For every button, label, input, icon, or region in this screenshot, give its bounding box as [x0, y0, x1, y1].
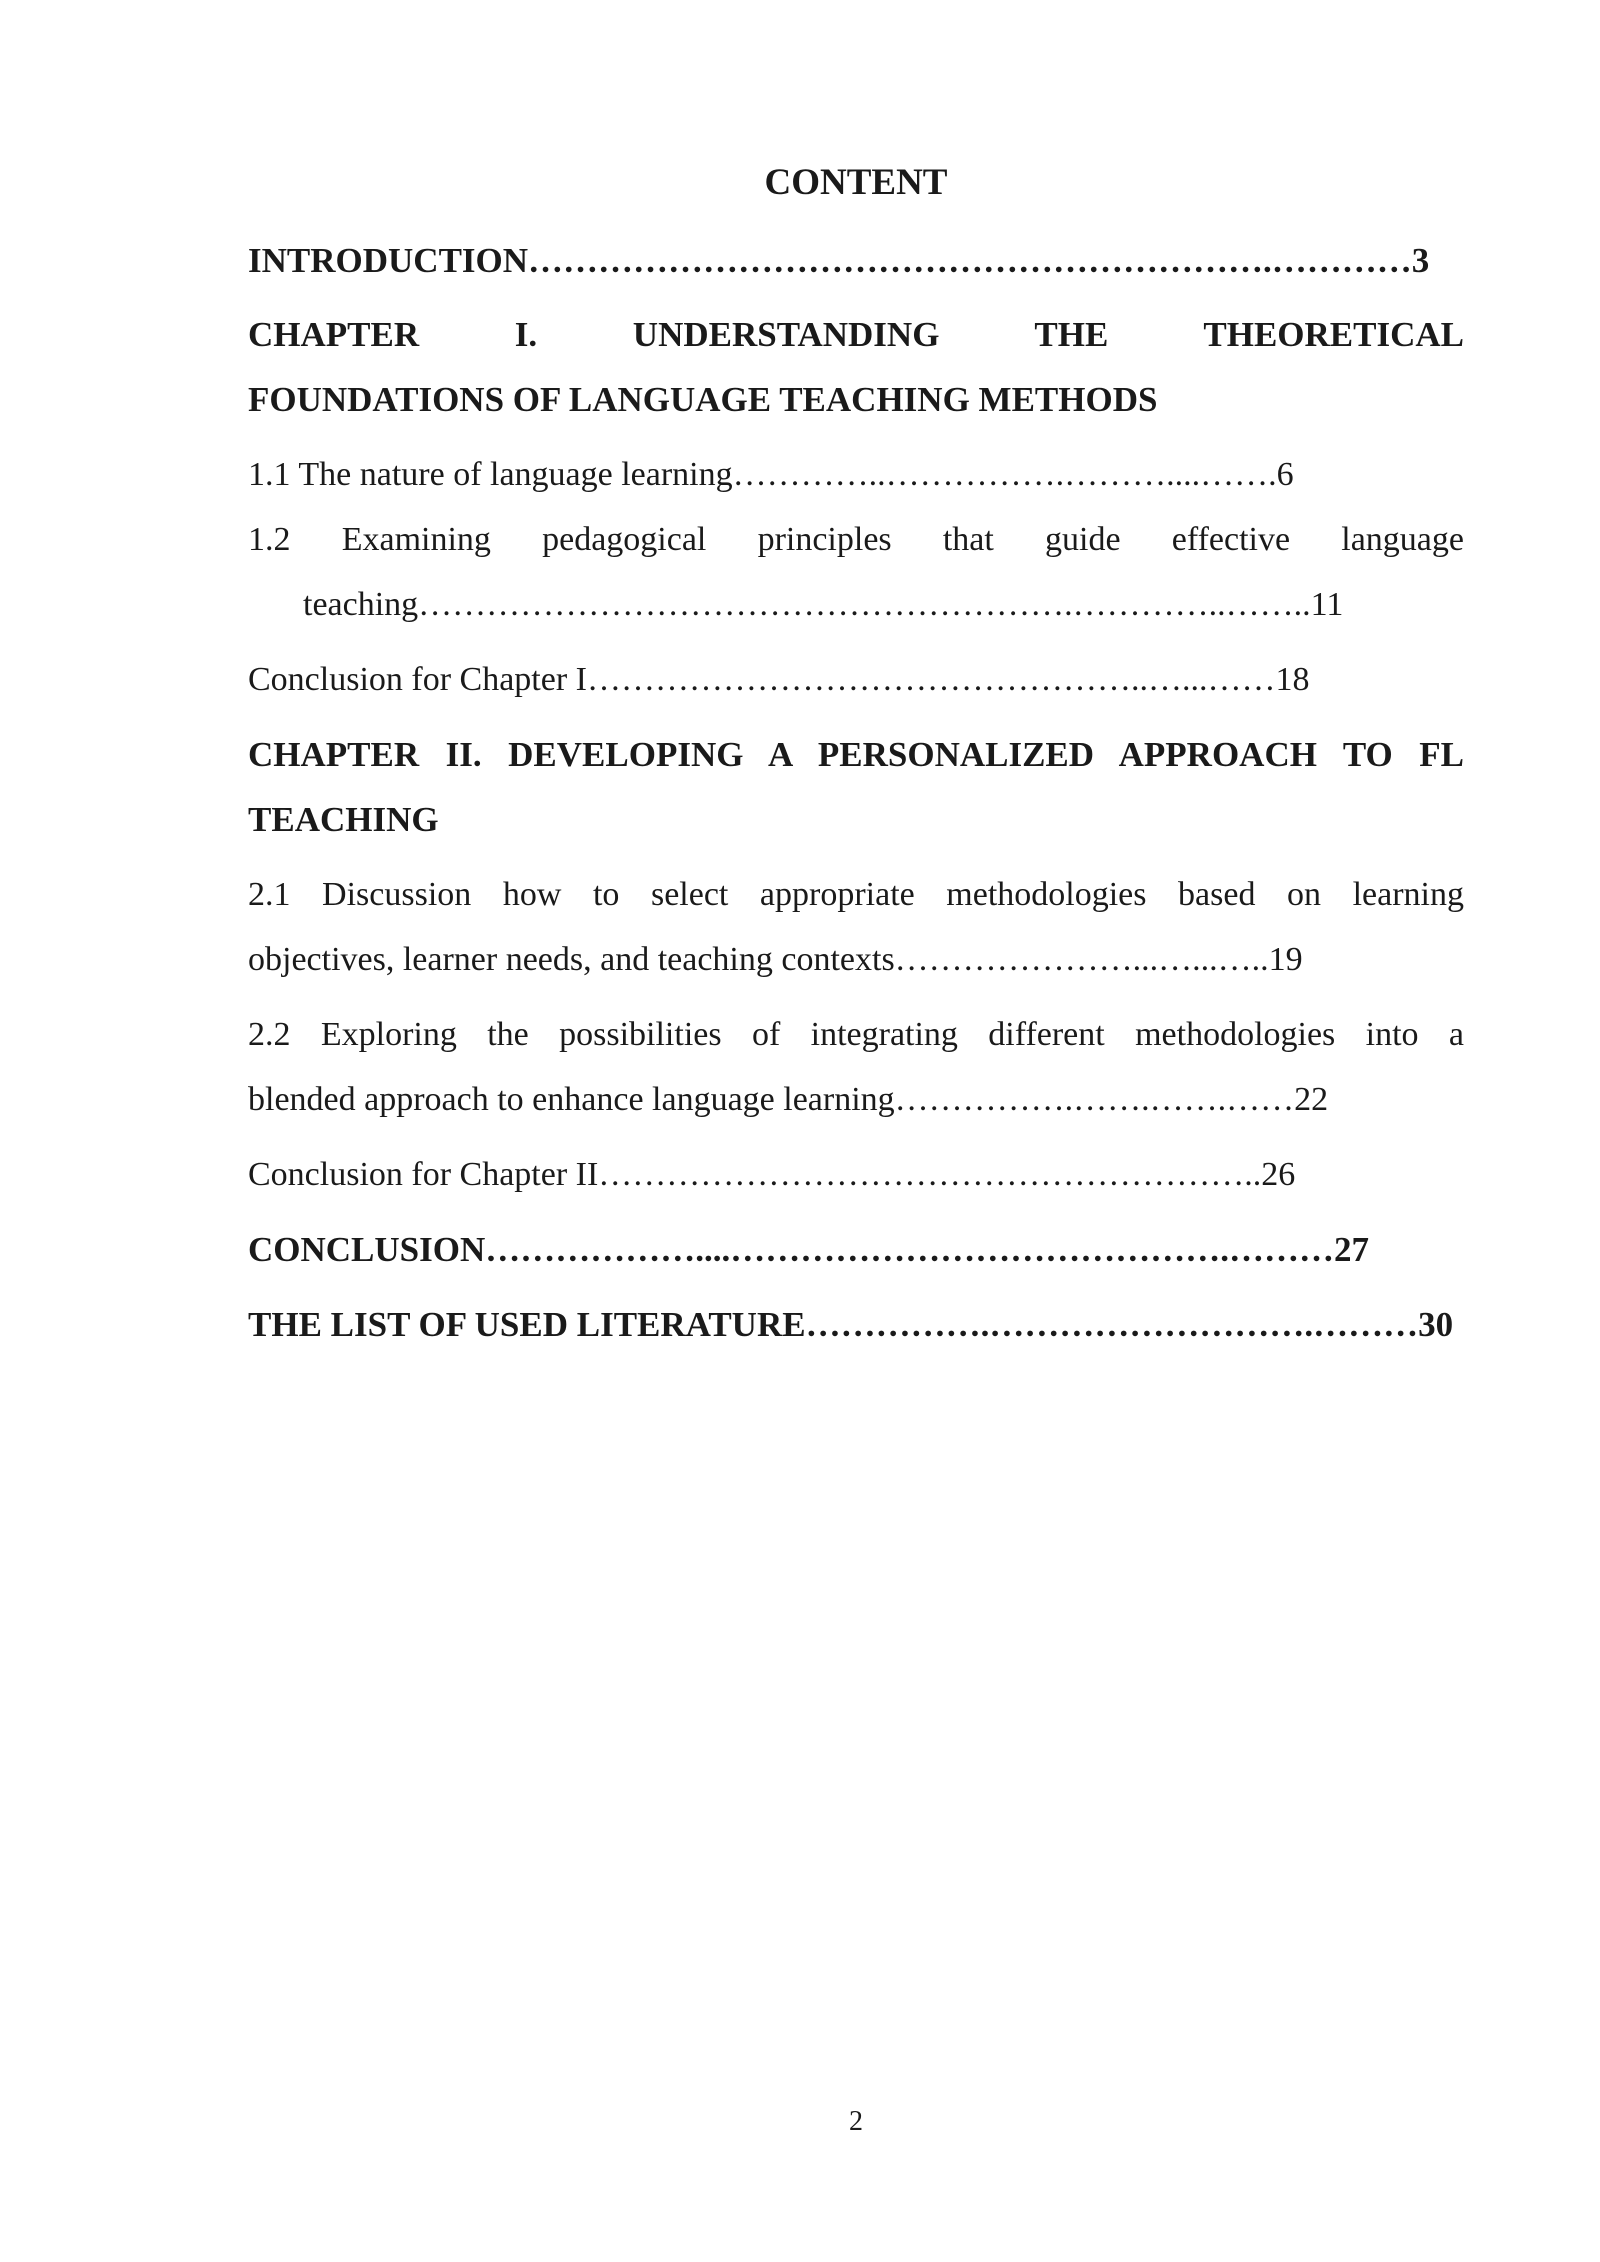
toc-entry-conclusion-chapter-2: Conclusion for Chapter II…………………………………………………..26: [248, 1156, 1296, 1193]
toc-entry-1-2-line-1: 1.2 Examining pedagogical principles that guide effective language: [248, 521, 1464, 558]
toc-entry-1-2-line-2: teaching………………………………………………….…………..……..11: [303, 586, 1344, 623]
toc-chapter-2-heading-line-1: CHAPTER II. DEVELOPING A PERSONALIZED APPROACH TO FL: [248, 735, 1464, 774]
toc-title: CONTENT: [764, 162, 948, 203]
toc-entry-2-2-line-1: 2.2 Exploring the possibilities of integrating different methodologies into a: [248, 1016, 1464, 1053]
toc-entry-1-1: 1.1 The nature of language learning…………..…………….………....…….6: [248, 456, 1294, 493]
toc-entry-conclusion: CONCLUSION………………....…………………………………….………27: [248, 1230, 1370, 1269]
toc-entry-literature: THE LIST OF USED LITERATURE…………….……………………….………30: [248, 1305, 1454, 1344]
page-number: 2: [849, 2106, 863, 2137]
toc-entry-conclusion-chapter-1: Conclusion for Chapter I…………………………………………..…...……18: [248, 661, 1310, 698]
toc-entry-2-1-line-1: 2.1 Discussion how to select appropriate methodologies based on learning: [248, 876, 1464, 913]
toc-chapter-2-heading-line-2: TEACHING: [248, 800, 439, 839]
toc-entry-introduction: INTRODUCTION……………………………………………………….…………3: [248, 241, 1430, 280]
toc-entry-2-2-line-2: blended approach to enhance language learning…………….…….…….……22: [248, 1081, 1329, 1118]
toc-entry-2-1-line-2: objectives, learner needs, and teaching contexts…………………...…...…..19: [248, 941, 1303, 978]
toc-chapter-1-heading-line-2: FOUNDATIONS OF LANGUAGE TEACHING METHODS: [248, 380, 1158, 419]
toc-chapter-1-heading-line-1: CHAPTER I. UNDERSTANDING THE THEORETICAL: [248, 315, 1464, 354]
